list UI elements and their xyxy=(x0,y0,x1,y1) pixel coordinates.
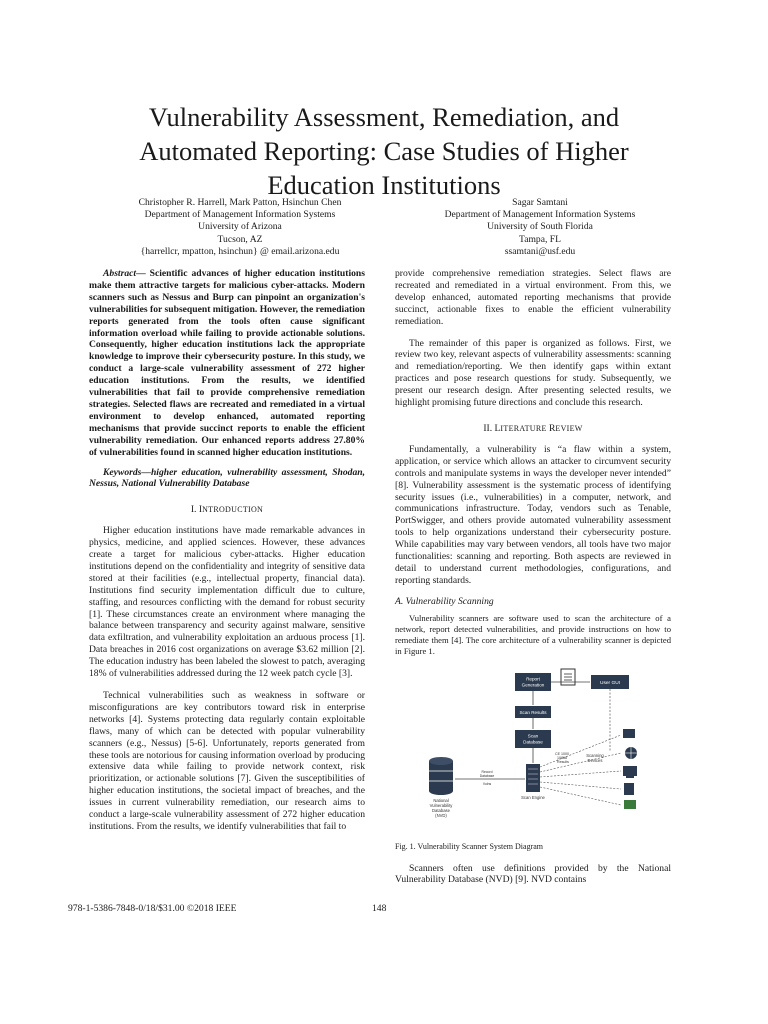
cve-label-1: CE 1000 xyxy=(555,751,569,756)
cve-label-3: Results xyxy=(557,759,569,764)
title-line-1: Vulnerability Assessment, Remediation, and xyxy=(148,102,620,132)
record-label-3: Vulns xyxy=(482,781,492,786)
abstract-text: — Scientific advances of higher education institutions make them attractive targets for malicious cyber-attacks. Modern scanners such as Nessus and Burp can pinpoint an organization's vulnerabilities for subsequent mitigation. However, the remediation reports generated from the tools often cause significant information overload while failing to provide actionable solutions. Consequently, higher education institutions lack the appropriate knowledge to improve their cybersecurity posture. In this study, we conduct a large-scale vulnerability assessment of 272 higher education institutions. From the results, we identified vulnerabilities that fail to provide comprehensive remediation strategies. Selected flaws are recreated and remediated in a virtual environment to develop enhanced, automated reporting mechanisms that provide succinct reports to enable the efficient vulnerability remediation. Our enhanced reports address 27.80% of vulnerabilities found in scanned higher education institutions. xyxy=(89,268,365,458)
author-names: Christopher R. Harrell, Mark Patton, Hsinchun Chen xyxy=(138,197,342,208)
keywords-text: —higher education, vulnerability assessment, Shodan, Nessus, National Vulnerability Database xyxy=(89,466,365,490)
author-email: ssamtani@usf.edu xyxy=(504,245,576,257)
scan-engine-label: Scan Engine xyxy=(521,794,545,800)
nvd-label-3: Database xyxy=(432,807,450,813)
keywords xyxy=(89,467,365,491)
server-icon xyxy=(526,764,540,792)
page-number: 148 xyxy=(372,903,387,914)
author-city: Tucson, AZ xyxy=(217,233,263,245)
abstract xyxy=(89,268,365,459)
scanner-system-diagram xyxy=(395,667,671,839)
nvd-label-1: National xyxy=(433,797,449,803)
section-title-first-letter: L xyxy=(494,422,501,434)
author-block-right xyxy=(380,197,700,258)
author-department: Department of Management Information Systems xyxy=(444,209,636,221)
literature-paragraph: Fundamentally, a vulnerability is “a flaw within a system, application, or service which allows an attacker to circumvent security controls and manipulate systems in ways the developer never intended” [8]. Vulnerability assessment is the systematic process of identifying security issues (i.e., vulnerabilities) in a computer, network, and communications infrastructure. Today, vendors such as Tenable, PortSwigger, and others provide automated vulnerability assessment tools to help organizations understand their cybersecurity posture. While capabilities may vary between vendors, all tools have two major functionalities: scanning and reporting. Both aspects are reviewed in detail to understand current methodologies, configurations, and reporting standards. xyxy=(395,443,671,586)
right-column xyxy=(395,268,671,886)
section-number: II. xyxy=(483,422,493,434)
dashed-line-device-5 xyxy=(540,787,621,805)
nvd-paragraph: Scanners often use definitions provided by the National Vulnerability Database (NVD) [9]. NVD contains xyxy=(395,862,671,886)
keywords-label: Keywords xyxy=(103,466,142,478)
right-paragraph-1: provide comprehensive remediation strategies. Select flaws are recreated and remediated in a virtual environment. From this, we develop enhanced, automated reporting mechanisms that provide succinct, actionable fixes to enable the efficient vulnerability remediation. xyxy=(395,268,671,327)
abstract-label: Abstract xyxy=(103,268,137,279)
record-label-1: Record xyxy=(481,769,493,774)
nvd-label-4: (NVD) xyxy=(435,812,447,818)
cve-label-2: 10868 xyxy=(557,755,567,760)
title-line-2: Automated Reporting: Case Studies of Higher xyxy=(139,136,629,166)
author-department: Department of Management Information Systems xyxy=(144,209,336,221)
section-title-part-2: EVIEW xyxy=(555,423,583,433)
section-title-part: ITERATURE xyxy=(500,423,549,433)
section-title-first-letter-2: R xyxy=(548,422,556,434)
nvd-database-icon xyxy=(429,757,453,795)
figure-1-diagram xyxy=(395,667,671,839)
report-generation-label-2: Generation xyxy=(521,682,545,688)
right-paragraph-2: The remainder of this paper is organized as follows. First, we review two key, relevant aspects of vulnerability assessments: scanning and remediation/reporting. We then identify gaps within extant practices and pose research questions for study. Subsequently, we present our research design. After presenting selected results, we highlight promising future directions and conclude this research. xyxy=(395,337,671,409)
intro-paragraph-1: Higher education institutions have made remarkable advances in physics, medicine, and applied sciences. However, these advances create a target for malicious cyber-attacks. Higher education institutions depend on the confidentiality and integrity of sensitive data stored at their facilities (e.g., intellectual property, financial data). Institutions find security implementation difficult due to culture, staffing, and resources conflicting with the demand for robust security [1]. These circumstances create an environment where managing the balance between transparency and security against malware, sensitive data exfiltration, and vulnerability exploitation an arduous process [1]. Data breaches in 2016 cost organizations on average $3.62 million [2]. The education industry has been labeled the slowest to patch, averaging 18% of vulnerabilities addressed during the 12 week patch cycle [3]. xyxy=(89,525,365,680)
device-icon-1 xyxy=(623,729,635,738)
intro-paragraph-2: Technical vulnerabilities such as weakness in software or misconfigurations are key contributors toward risk in enterprise networks [4]. Systems protecting data regularly contain exploitable flaws, many of which can be detected with popular vulnerability scanners (e.g., Nessus) [5-6]. Unfortunately, reports generated from these tools are notorious for causing information overload by producing extensive data while failing to provide network context, risk prioritization, or actionable solutions [7]. Given the susceptibilities of higher education institutions, the societal impact of breaches, and the issues in current vulnerability remediation, our research aims to conduct a large-scale vulnerability assessment of 272 higher education institutions. From the results, we identify vulnerabilities that fail to xyxy=(89,690,365,832)
section-number: I. xyxy=(190,504,197,516)
record-label-2: Database xyxy=(479,773,495,778)
dashed-line-device-2 xyxy=(540,753,621,772)
device-icon-2 xyxy=(625,747,637,759)
section-title-rest: NTRODUCTION xyxy=(202,505,264,515)
author-university: University of Arizona xyxy=(198,221,282,233)
author-block-left xyxy=(80,197,400,258)
title-line-3: Education Institutions xyxy=(267,170,501,200)
nvd-label-2: Vulnerability xyxy=(429,802,453,808)
left-column xyxy=(89,268,365,833)
section-title-first-letter: I xyxy=(198,504,203,516)
footer-isbn: 978-1-5386-7848-0/18/$31.00 ©2018 IEEE xyxy=(68,903,237,914)
figure-caption: Fig. 1. Vulnerability Scanner System Diagram xyxy=(395,841,544,851)
dashed-line-device-3 xyxy=(540,771,621,777)
scan-database-label-2: Database xyxy=(523,739,543,745)
device-icon-3 xyxy=(623,766,637,778)
scan-database-label-1: Scan xyxy=(527,733,539,739)
section-heading-introduction xyxy=(89,504,365,516)
section-heading-literature-review xyxy=(395,423,671,435)
scanning-devices-label-2: Devices xyxy=(587,757,603,763)
dashed-line-device-4 xyxy=(540,782,621,789)
document-icon xyxy=(561,669,575,685)
user-gui-label: User GUI xyxy=(600,680,620,686)
subsection-heading: A. Vulnerability Scanning xyxy=(395,595,494,607)
dashed-line-device-1 xyxy=(540,735,621,767)
author-university: University of South Florida xyxy=(487,221,593,233)
author-city: Tampa, FL xyxy=(519,233,561,245)
device-icon-5 xyxy=(624,800,636,809)
scan-results-label: Scan Results xyxy=(519,709,547,715)
scanning-paragraph: Vulnerability scanners are software used to scan the architecture of a network, report detected vulnerabilities, and provide instructions on how to remediate them [4]. The core architecture of a vulnerability scanner is depicted in Figure 1. xyxy=(395,612,671,656)
paper-title xyxy=(64,100,704,202)
scanning-devices-label-1: Scanning xyxy=(586,752,604,758)
device-icon-4 xyxy=(624,783,634,795)
report-generation-label-1: Report xyxy=(526,676,540,682)
author-names: Sagar Samtani xyxy=(512,197,568,208)
author-email: {harrellcr, mpatton, hsinchun} @ email.arizona.edu xyxy=(140,245,340,257)
